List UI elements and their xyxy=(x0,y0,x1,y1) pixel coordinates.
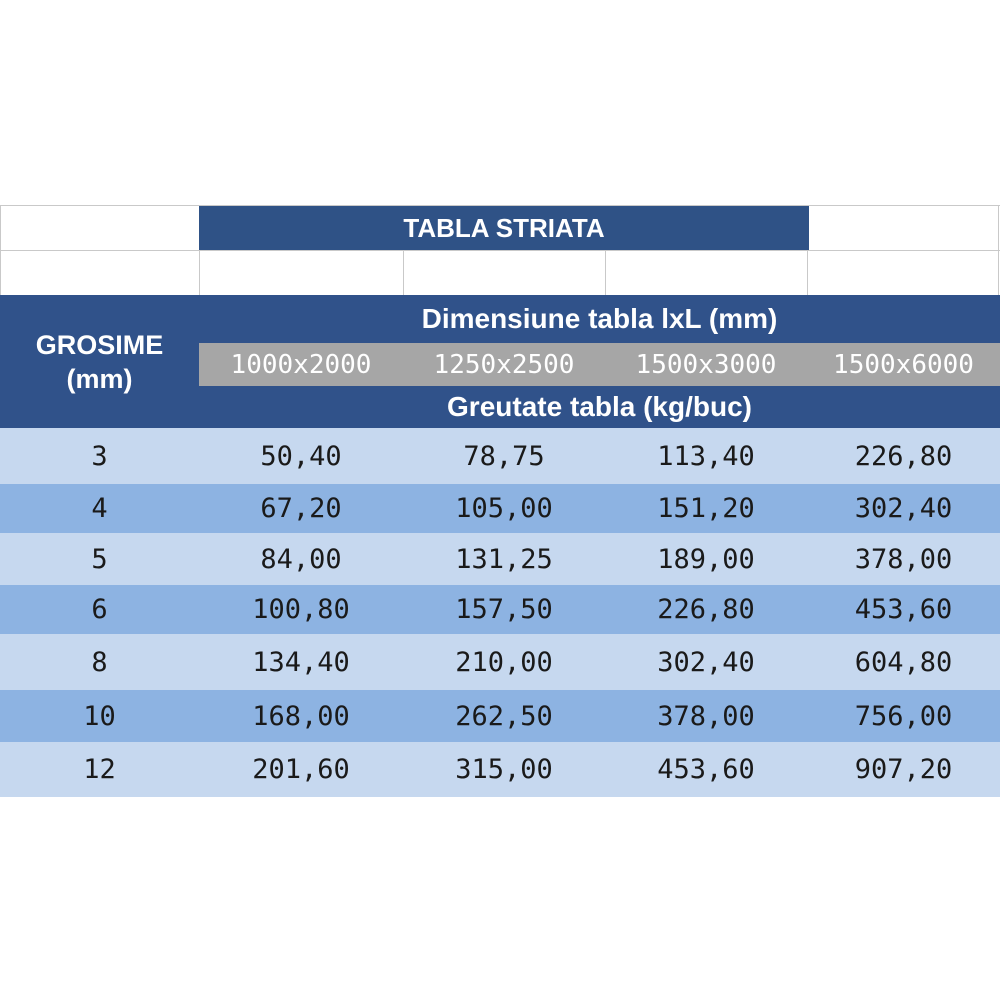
weight-cell: 378,00 xyxy=(854,543,953,575)
weight-cell: 105,00 xyxy=(455,493,553,524)
weight-cell: 189,00 xyxy=(657,543,755,575)
weight-cell: 453,60 xyxy=(854,594,953,625)
size-header: 1000x2000 xyxy=(230,349,372,380)
weight-cell: 67,20 xyxy=(260,493,342,524)
weight-cell: 907,20 xyxy=(854,754,953,785)
thickness-header-label: GROSIME xyxy=(35,329,164,360)
thickness-header-unit: (mm) xyxy=(66,363,133,394)
weight-cell: 157,50 xyxy=(455,594,553,625)
size-header: 1250x2500 xyxy=(433,349,575,380)
table-title: TABLA STRIATA xyxy=(199,206,809,250)
size-header: 1500x3000 xyxy=(635,349,777,380)
table-row xyxy=(0,428,1000,484)
grid-line xyxy=(998,205,999,295)
dimension-header: Dimensiune tabla lxL (mm) xyxy=(199,295,1000,343)
thickness-cell: 12 xyxy=(83,754,116,785)
weight-cell: 113,40 xyxy=(657,440,755,472)
weight-cell: 604,80 xyxy=(854,646,953,678)
weight-cell: 378,00 xyxy=(657,700,755,732)
weight-cell: 50,40 xyxy=(260,440,342,472)
thickness-cell: 5 xyxy=(91,543,108,575)
grid-line xyxy=(605,251,606,295)
weight-cell: 262,50 xyxy=(455,700,553,732)
weight-cell: 226,80 xyxy=(854,440,953,472)
weight-cell: 134,40 xyxy=(252,646,350,678)
thickness-cell: 10 xyxy=(83,700,116,732)
thickness-cell: 3 xyxy=(91,440,108,472)
weight-cell: 201,60 xyxy=(252,754,350,785)
weight-cell: 100,80 xyxy=(252,594,350,625)
table-row xyxy=(0,484,1000,533)
weight-cell: 84,00 xyxy=(260,543,342,575)
grid-line xyxy=(403,251,404,295)
weight-cell: 78,75 xyxy=(463,440,545,472)
weight-cell: 151,20 xyxy=(657,493,755,524)
grid-line xyxy=(0,250,1000,251)
thickness-cell: 4 xyxy=(91,493,108,524)
thickness-cell: 6 xyxy=(91,594,108,625)
weight-table xyxy=(0,205,1000,797)
thickness-cell: 8 xyxy=(91,646,108,678)
weight-cell: 315,00 xyxy=(455,754,553,785)
weight-header: Greutate tabla (kg/buc) xyxy=(199,386,1000,428)
weight-cell: 302,40 xyxy=(657,646,755,678)
thickness-header xyxy=(0,295,199,428)
table-row xyxy=(0,585,1000,634)
table-row xyxy=(0,634,1000,690)
weight-cell: 302,40 xyxy=(854,493,953,524)
table-row xyxy=(0,533,1000,585)
weight-cell: 168,00 xyxy=(252,700,350,732)
size-header: 1500x6000 xyxy=(833,349,974,380)
weight-cell: 756,00 xyxy=(854,700,953,732)
weight-cell: 210,00 xyxy=(455,646,553,678)
weight-cell: 453,60 xyxy=(657,754,755,785)
weight-cell: 131,25 xyxy=(455,543,553,575)
table-row xyxy=(0,742,1000,797)
weight-cell: 226,80 xyxy=(657,594,755,625)
table-row xyxy=(0,690,1000,742)
